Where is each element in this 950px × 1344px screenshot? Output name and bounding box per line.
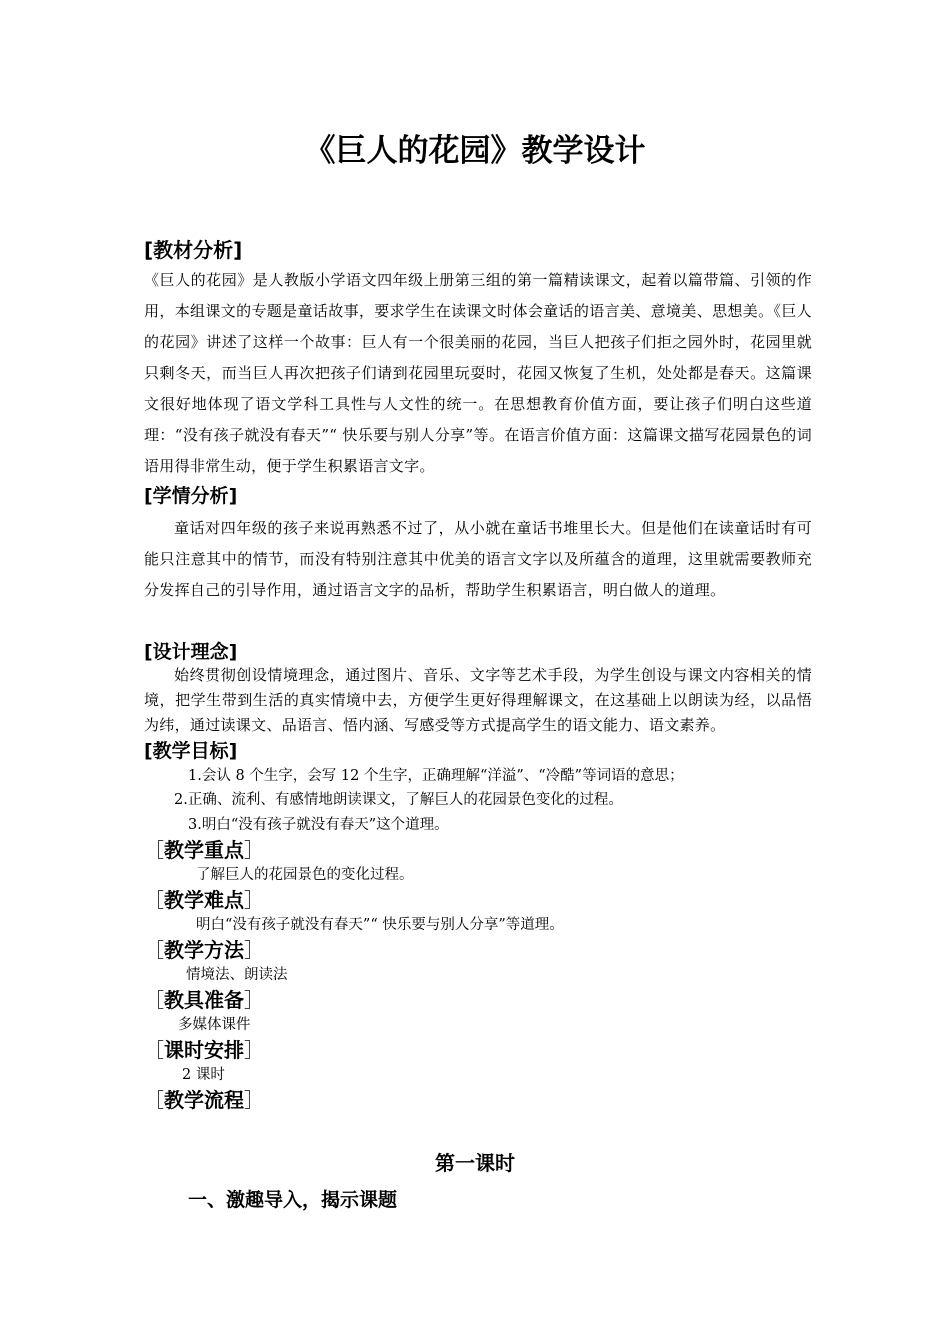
lesson-one-title: 第一课时 <box>435 1151 515 1175</box>
section-text-schedule: 2 课时 <box>182 1067 225 1083</box>
section-heading-students: [学情分析] <box>144 485 238 507</box>
section-heading-process-text: 教学流程 <box>164 1088 244 1112</box>
section-text-key-point: 了解巨人的花园景色的变化过程。 <box>196 867 414 883</box>
section-heading-method-text: 教学方法 <box>164 938 244 962</box>
section-text-difficulty: 明白“没有孩子就没有春天”“ 快乐要与别人分享”等道理。 <box>196 917 564 933</box>
section-heading-goals: [教学目标] <box>144 740 238 762</box>
section-heading-process: ［教学流程］ <box>144 1088 264 1112</box>
section-heading-material <box>144 235 242 265</box>
section-heading-concept: [设计理念] <box>144 641 238 663</box>
lesson-one-step-one: 一、激趣导入，揭示课题 <box>188 1189 398 1211</box>
section-text-material: 《巨人的花园》是人教版小学语文四年级上册第三组的第一篇精读课文，起着以篇带篇、引领的作用，本组课文的专题是童话故事，要求学生在读课文时体会童话的语言美、意境美、思想美。《巨人的花园》讲述了这样一个故事：巨人有一个很美丽的花园，当巨人把孩子们拒之园外时，花园里就只剩冬天，而当巨人再次把孩子们请到花园里玩耍时，花园又恢复了生机，处处都是春天。这篇课文很好地体现了语文学科工具性与人文性的统一。在思想教育价值方面，要让孩子们明白这些道理：“没有孩子就没有春天”“ 快乐要与别人分享”等。在语言价值方面：这篇课文描写花园景色的词语用得非常生动，便于学生积累语言文字。 <box>144 271 812 475</box>
section-heading-material-text: [教材分析] <box>144 238 243 262</box>
goal-item: 2.正确、流利、有感情地朗读课文，了解巨人的花园景色变化的过程。 <box>174 792 623 808</box>
section-heading-tools-text: 教具准备 <box>164 988 244 1012</box>
section-text-concept: 始终贯彻创设情境理念，通过图片、音乐、文字等艺术手段，为学生创设与课文内容相关的情境，把学生带到生活的真实情境中去，方便学生更好得理解课文，在这基础上以朗读为经，以品悟为纬，通过读课文、品语言、悟内涵、写感受等方式提高学生的语文能力、语文素养。 <box>144 666 812 734</box>
section-heading-schedule-text: 课时安排 <box>164 1038 244 1062</box>
goal-item: 1.会认 8 个生字，会写 12 个生字，正确理解“洋溢”、“冷酷”等词语的意思； <box>188 768 684 784</box>
section-heading-schedule: ［课时安排］ <box>144 1038 264 1062</box>
section-heading-difficulty-text: 教学难点 <box>164 888 244 912</box>
section-heading-key-point: ［教学重点］ <box>144 838 264 862</box>
section-heading-method: ［教学方法］ <box>144 938 264 962</box>
section-heading-key-point-text: 教学重点 <box>164 838 244 862</box>
section-heading-tools: ［教具准备］ <box>144 988 264 1012</box>
section-text-tools: 多媒体课件 <box>178 1017 251 1033</box>
section-text-method: 情境法、朗读法 <box>186 967 288 983</box>
goal-item: 3.明白“没有孩子就没有春天”这个道理。 <box>188 817 449 833</box>
section-heading-difficulty: ［教学难点］ <box>144 888 264 912</box>
document-title: 《巨人的花园》教学设计 <box>304 133 646 169</box>
section-text-students: 童话对四年级的孩子来说再熟悉不过了，从小就在童话书堆里长大。但是他们在读童话时有可能只注意其中的情节，而没有特别注意其中优美的语言文字以及所蕴含的道理，这里就需要教师充分发挥自己的引导作用，通过语言文字的品析，帮助学生积累语言，明白做人的道理。 <box>144 519 812 599</box>
